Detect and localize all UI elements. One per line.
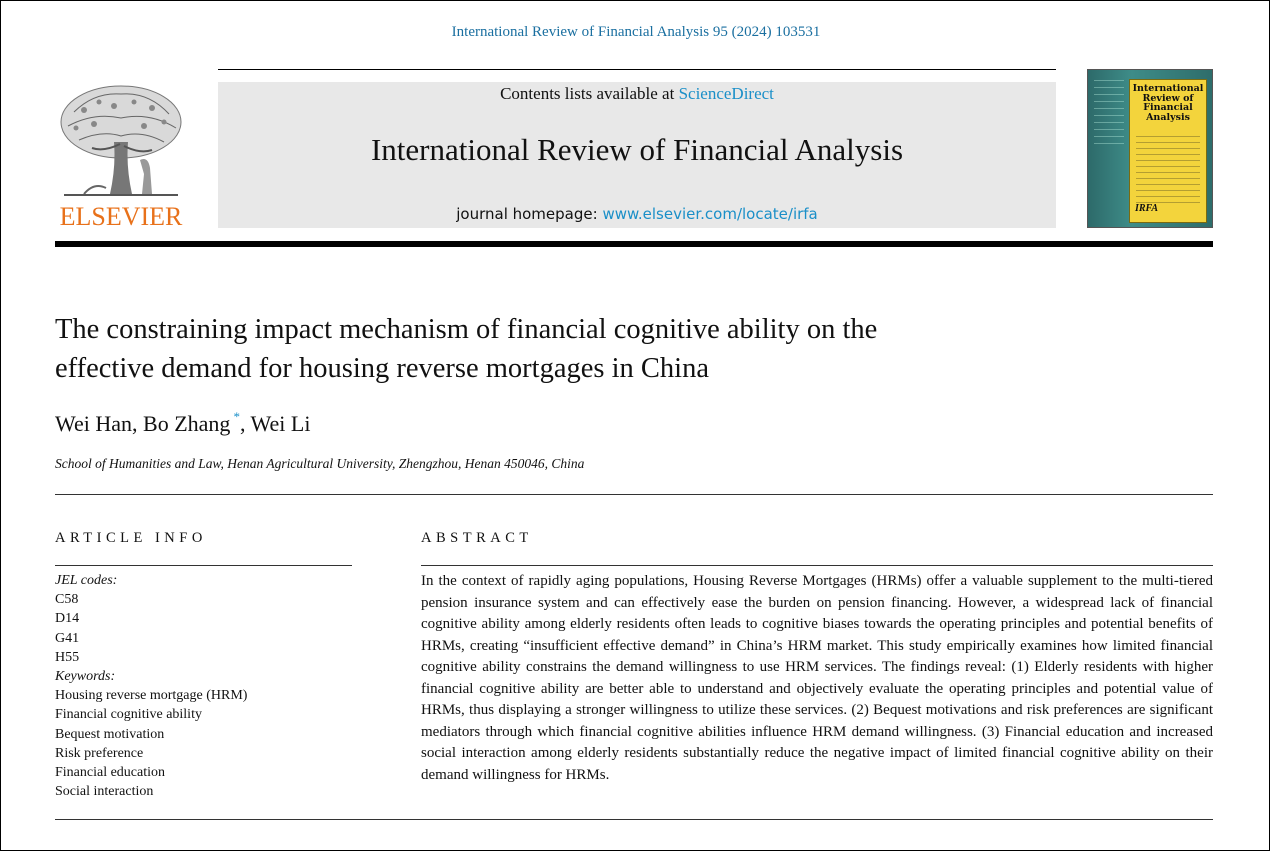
author-name[interactable]: Bo Zhang — [143, 411, 231, 436]
article-info-list — [55, 571, 247, 801]
homepage-link[interactable]: www.elsevier.com/locate/irfa — [602, 205, 818, 223]
elsevier-wordmark: ELSEVIER — [59, 202, 183, 231]
sciencedirect-link[interactable]: ScienceDirect — [678, 84, 774, 103]
author-name[interactable]: , Wei Li — [239, 411, 311, 436]
journal-homepage — [218, 205, 1056, 223]
abstract-heading: ABSTRACT — [421, 530, 533, 546]
cover-title-line: Financial — [1143, 102, 1193, 113]
cover-title — [1130, 80, 1206, 122]
section-divider — [55, 494, 1213, 495]
footer-divider — [55, 819, 1213, 820]
elsevier-logo[interactable] — [54, 82, 188, 232]
author-list — [55, 409, 310, 437]
jel-code: G41 — [55, 630, 80, 646]
cover-title-line: Review of — [1142, 92, 1194, 104]
journal-citation[interactable]: International Review of Financial Analysis 95 (2024) 103531 — [451, 24, 821, 40]
contents-line — [218, 84, 1056, 104]
homepage-prefix: journal homepage: — [456, 205, 603, 223]
journal-cover[interactable] — [1087, 69, 1213, 228]
journal-title: International Review of Financial Analysis — [370, 132, 904, 167]
corresponding-author-mark[interactable]: * — [233, 409, 240, 424]
keyword: Social interaction — [55, 784, 154, 800]
author-name[interactable]: Wei Han, — [55, 411, 144, 436]
keyword: Bequest motivation — [55, 726, 165, 742]
cover-contents-decoration — [1136, 136, 1200, 208]
keywords-label: Keywords: — [55, 669, 116, 685]
keyword: Financial education — [55, 765, 166, 781]
keyword: Housing reverse mortgage (HRM) — [55, 688, 248, 704]
jel-code: H55 — [55, 649, 80, 665]
jel-code: D14 — [55, 611, 80, 627]
keyword: Risk preference — [55, 745, 144, 761]
paper-title-line: The constraining impact mechanism of financial cognitive ability on the — [55, 314, 878, 345]
contents-prefix: Contents lists available at — [500, 84, 679, 103]
article-info-heading: ARTICLE INFO — [55, 530, 207, 546]
paper-title-line: effective demand for housing reverse mortgages in China — [55, 353, 709, 384]
cover-title-line: International — [1132, 83, 1204, 94]
jel-code: C58 — [55, 592, 79, 608]
abstract-rule — [421, 565, 1213, 566]
keyword: Financial cognitive ability — [55, 707, 202, 723]
cover-spine-decoration — [1094, 80, 1124, 150]
header-thick-rule — [55, 241, 1213, 247]
paper-title — [55, 310, 1205, 388]
abstract-text: In the context of rapidly aging populations, Housing Reverse Mortgages (HRMs) offer a valuable supplement to the multi-tiered pension insurance system and can effectively ease the burden on pension financing. However, a widespread lack of financial cognitive ability among elderly residents often leads to cognitive biases towards the operating principles and potential benefits of HRMs, creating “insufficient effective demand” in China’s HRM market. This study empirically examines how limited financial cognitive ability constrains the demand willingness to use HRM services. The findings reveal: (1) Elderly residents with higher financial cognitive ability are better able to understand and objectively evaluate the operating principles and potential value of HRMs, thus displaying a stronger willingness to utilize these services. (2) Bequest motivations and risk preferences are significant mediators through which financial cognitive abilities influence HRM demand willingness. (3) Financial education and increased social interaction among elderly residents substantially reduce the negative impact of limited financial cognitive ability on their demand willingness for HRMs. — [421, 573, 1213, 783]
cover-title-line: Analysis — [1146, 111, 1190, 123]
cover-panel — [1129, 79, 1207, 223]
elsevier-tree-icon — [54, 82, 188, 200]
cover-abbrev: IRFA — [1135, 203, 1158, 214]
jel-label: JEL codes: — [55, 573, 118, 588]
affiliation: School of Humanities and Law, Henan Agricultural University, Zhengzhou, Henan 450046, China — [55, 456, 585, 471]
journal-banner — [218, 82, 1056, 228]
header-divider — [218, 69, 1056, 70]
article-info-rule — [55, 565, 352, 566]
